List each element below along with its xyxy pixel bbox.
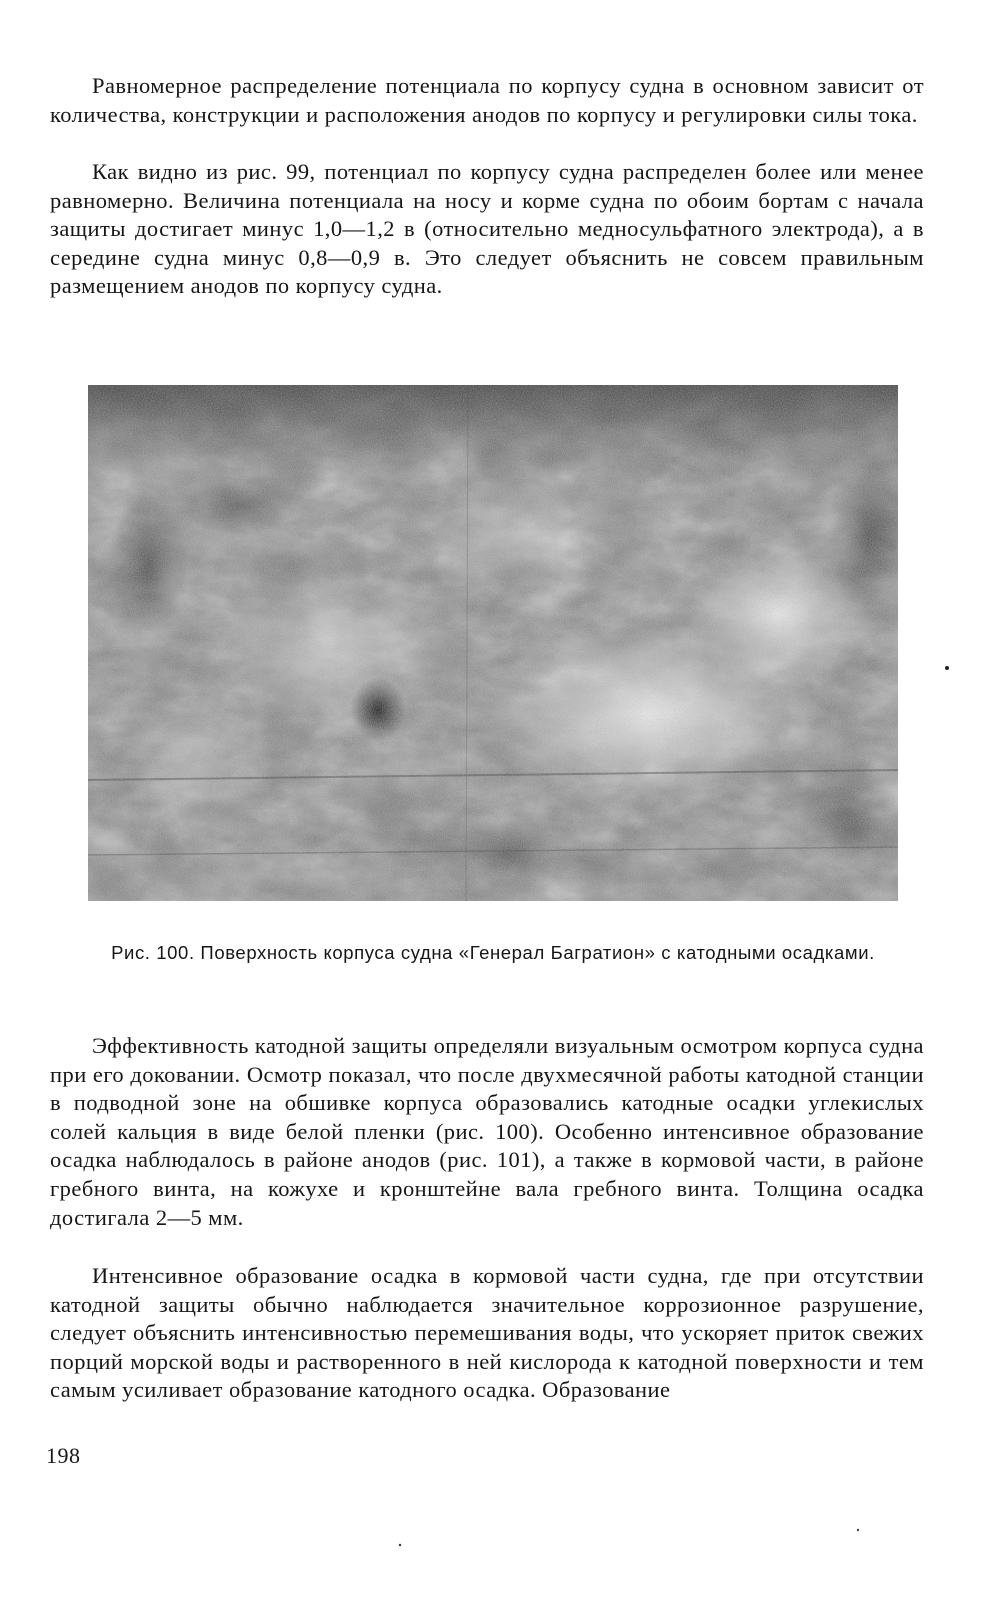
figure-caption: Рис. 100. Поверхность корпуса судна «Генерал Багратион» с катодными осадками.: [111, 942, 875, 963]
paragraph-3: Эффективность катодной защиты определяли визуальным осмотром корпуса судна при его доковании. Осмотр показал, что после двухмесячной работы катодной станции в подводной зоне на обшивке корпуса образовались катодные осадки углекислых солей кальция в виде белой пленки (рис. 100). Особенно интенсивное образование осадка наблюдалось в районе анодов (рис. 101), а также в кормовой части, в районе гребного винта, на кожухе и кронштейне вала гребного винта. Толщина осадка достигала 2—5 мм.: [50, 1033, 924, 1230]
page-number: 198: [46, 1443, 81, 1468]
hull-surface-photo: [88, 385, 898, 901]
paragraph-4: Интенсивное образование осадка в кормовой части судна, где при отсутствии катодной защиты обычно наблюдается значительное коррозионное разрушение, следует объяснить интенсивностью перемешивания воды, что ускоряет приток свежих порций морской воды и растворенного в ней кислорода к катодной поверхности и тем самым усиливает образование катодного осадка. Образование: [50, 1263, 924, 1403]
paragraph-2: Как видно из рис. 99, потенциал по корпусу судна распределен более или менее равномерно. Величина потенциала на носу и корме судна по обоим бортам с начала защиты достигает минус 1,0—1,2 в (относительно медносульфатного электрода), а в середине судна минус 0,8—0,9 в. Это следует объяснить не совсем правильным размещением анодов по корпусу судна.: [50, 159, 924, 299]
paragraph-1: Равномерное распределение потенциала по корпусу судна в основном зависит от количества, конструкции и расположения анодов по корпусу и регулировки силы тока.: [50, 73, 924, 127]
